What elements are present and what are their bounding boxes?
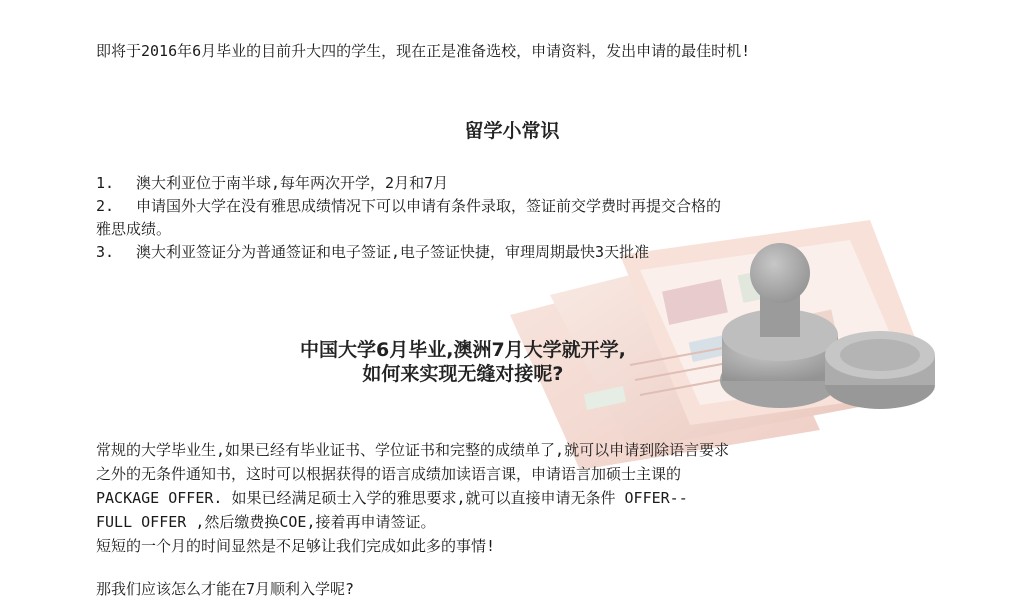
subtitle-line-1: 中国大学6月毕业,澳洲7月大学就开学, — [300, 339, 626, 361]
list-item — [96, 172, 721, 195]
list-item — [96, 241, 721, 264]
closing-question: 那我们应该怎么才能在7月顺利入学呢? — [96, 580, 355, 598]
list-number: 3. — [96, 243, 115, 261]
body-line: 短短的一个月的时间显然是不足够让我们完成如此多的事情! — [96, 537, 496, 555]
body-line: PACKAGE OFFER. 如果已经满足硕士入学的雅思要求,就可以直接申请无条件 OFFER-- — [96, 489, 688, 507]
list-number: 2. — [96, 197, 115, 215]
body-line: 常规的大学毕业生,如果已经有毕业证书、学位证书和完整的成绩单了,就可以申请到除语言要求 — [96, 441, 730, 459]
intro-text: 即将于2016年6月毕业的目前升大四的学生，现在正是准备选校，申请资料，发出申请的最佳时机! — [96, 42, 751, 60]
list-item — [96, 195, 721, 218]
ink-pad — [825, 331, 935, 409]
body-line: FULL OFFER ,然后缴费换COE,接着再申请签证。 — [96, 513, 436, 531]
subtitle — [300, 338, 626, 386]
subtitle-line-2: 如何来实现无缝对接呢? — [362, 363, 564, 385]
list-item-continuation — [96, 218, 721, 241]
list-text: 雅思成绩。 — [96, 220, 172, 238]
section-title: 留学小常识 — [464, 120, 560, 142]
list-text: 澳大利亚位于南半球,每年两次开学，2月和7月 — [136, 174, 449, 192]
list-text: 澳大利亚签证分为普通签证和电子签证,电子签证快捷，审理周期最快3天批准 — [136, 243, 650, 261]
tips-list — [96, 172, 721, 264]
list-number: 1. — [96, 174, 115, 192]
body-line: 之外的无条件通知书，这时可以根据获得的语言成绩加读语言课，申请语言加硕士主课的 — [96, 465, 682, 483]
list-text: 申请国外大学在没有雅思成绩情况下可以申请有条件录取，签证前交学费时再提交合格的 — [136, 197, 722, 215]
body-paragraph — [96, 438, 729, 558]
